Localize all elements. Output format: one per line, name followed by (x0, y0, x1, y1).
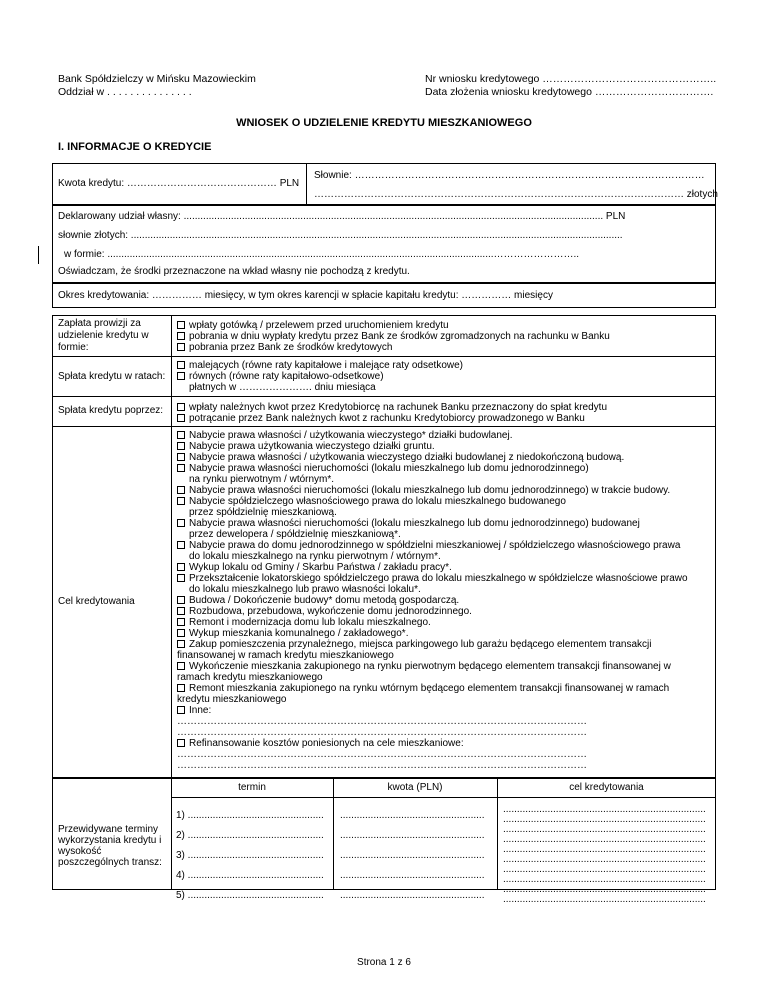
purpose-option[interactable]: Rozbudowa, przebudowa, wykończenie domu jednorodzinnego. (177, 606, 711, 617)
checkbox[interactable] (177, 563, 185, 571)
purpose-option[interactable]: Remont i modernizacja domu lub lokalu mieszkalnego. (177, 617, 711, 628)
checkbox[interactable] (177, 332, 185, 340)
purpose-option-continuation: do lokalu mieszkalnego lub prawo własności lokalu*. (189, 584, 421, 595)
purpose-option[interactable]: Nabycie prawa własności nieruchomości (lokalu mieszkalnego lub domu jednorodzinnego) (177, 463, 711, 474)
tranches-label: Przewidywane terminy wykorzystania kredytu i wysokość poszczególnych transz: (58, 824, 162, 868)
tranche-purpose-line[interactable]: ......................................................................... (503, 844, 706, 855)
checkbox[interactable] (177, 343, 185, 351)
checkbox[interactable] (177, 629, 185, 637)
purpose-option[interactable]: Nabycie spółdzielczego własnościowego prawa do lokalu mieszkalnego budowanego (177, 496, 711, 507)
purpose-option[interactable]: Remont mieszkania zakupionego na rynku wtórnym będącego elementem transakcji finansowanej w ramach (177, 683, 711, 694)
checkbox[interactable] (177, 706, 185, 714)
repayment-label: Spłata kredytu poprzez: (58, 405, 164, 416)
commission-option-cash[interactable]: wpłaty gotówką / przelewem przed uruchomieniem kredytu (177, 320, 449, 331)
purpose-option-continuation: …………………………………………………………………………………………………………… (177, 727, 587, 738)
checkbox[interactable] (177, 541, 185, 549)
purpose-option[interactable]: Nabycie prawa użytkowania wieczystego działki gruntu. (177, 441, 711, 452)
tranche-purpose-line[interactable]: ......................................................................... (503, 814, 706, 825)
purpose-option[interactable]: Inne: (177, 705, 711, 716)
rates-option-equal[interactable]: równych (równe raty kapitałowo-odsetkowe) (177, 371, 384, 382)
purpose-option[interactable]: Nabycie prawa własności / użytkowania wieczystego działki budowlanej z niedokończoną budową. (177, 452, 711, 463)
purpose-option[interactable]: Wykończenie mieszkania zakupionego na rynku pierwotnym będącego elementem transakcji finansowanej w (177, 661, 711, 672)
own-contribution-field[interactable]: Deklarowany udział własny: ....................................................................................................................................................... PLN (58, 211, 626, 222)
checkbox[interactable] (177, 739, 185, 747)
purpose-option-continuation: …………………………………………………………………………………………………………… (177, 771, 587, 782)
purpose-option[interactable]: Wykup lokalu od Gminy / Skarbu Państwa / zakładu pracy*. (177, 562, 711, 573)
purpose-option-continuation: …………………………………………………………………………………………………………… (177, 760, 587, 771)
purpose-options (177, 430, 711, 782)
commission-option-credit[interactable]: pobrania przez Bank ze środków kredytowych (177, 342, 392, 353)
tranche-term-field[interactable]: 1) ................................................. (176, 810, 324, 821)
section-heading: I. INFORMACJE O KREDYCIE (58, 141, 212, 153)
purpose-option[interactable]: Zakup pomieszczenia przynależnego, miejsca parkingowego lub garażu będącego elementem transakcji (177, 639, 711, 650)
header-amount: kwota (PLN) (387, 782, 443, 793)
checkbox[interactable] (177, 414, 185, 422)
checkbox[interactable] (177, 519, 185, 527)
purpose-option[interactable]: Nabycie prawa własności nieruchomości (lokalu mieszkalnego lub domu jednorodzinnego) budowanej (177, 518, 711, 529)
application-number: Nr wniosku kredytowego ………………………………………….. (425, 73, 717, 85)
tranche-purpose-line[interactable]: ......................................................................... (503, 854, 706, 865)
loan-amount-field[interactable]: Kwota kredytu: ……………………………………… PLN (58, 178, 300, 189)
tranche-term-field[interactable]: 3) ................................................. (176, 850, 324, 861)
checkbox[interactable] (177, 431, 185, 439)
own-contribution-form-field[interactable]: w formie: ...........................................................................................................................................…………………….. (64, 249, 580, 260)
checkbox[interactable] (177, 464, 185, 472)
checkbox[interactable] (177, 607, 185, 615)
purpose-option-continuation: kredytu mieszkaniowego (177, 694, 287, 705)
purpose-option-continuation: …………………………………………………………………………………………………………… (177, 749, 587, 760)
rates-label: Spłata kredytu w ratach: (58, 371, 166, 382)
purpose-label: Cel kredytowania (58, 596, 135, 607)
commission-label: Zapłata prowizji za udzielenie kredytu w formie: (58, 318, 149, 353)
amount-in-words-line2[interactable]: ………………………………………………………………………………………………… złotych (314, 189, 718, 200)
tranche-purpose-line[interactable]: ......................................................................... (503, 805, 706, 815)
checkbox[interactable] (177, 497, 185, 505)
own-funds-statement: Oświadczam, że środki przeznaczone na wkład własny nie pochodzą z kredytu. (58, 266, 410, 277)
checkbox[interactable] (177, 618, 185, 626)
purpose-option-continuation: do lokalu mieszkalnego na rynku pierwotnym / wtórnym*. (189, 551, 441, 562)
purpose-option[interactable]: Nabycie prawa własności nieruchomości (lokalu mieszkalnego lub domu jednorodzinnego) w trakcie budowy. (177, 485, 711, 496)
tranche-term-field[interactable]: 5) ................................................. (176, 890, 324, 901)
rates-option-decreasing[interactable]: malejących (równe raty kapitałowe i malejące raty odsetkowe) (177, 360, 463, 371)
tranche-purpose-line[interactable]: ......................................................................... (503, 824, 706, 835)
checkbox[interactable] (177, 684, 185, 692)
tranche-purpose-line[interactable]: ......................................................................... (503, 834, 706, 845)
checkbox[interactable] (177, 361, 185, 369)
header-term: termin (238, 782, 266, 793)
tranche-purpose-line[interactable]: ......................................................................... (503, 864, 706, 875)
tranche-amount-field[interactable]: .................................................... (340, 870, 485, 881)
repayment-option-deduction[interactable]: potrącanie przez Bank należnych kwot z rachunku Kredytobiorcy prowadzonego w Banku (177, 413, 585, 424)
header-purpose: cel kredytowania (569, 782, 644, 793)
tranche-amount-field[interactable]: .................................................... (340, 850, 485, 861)
application-date: Data złożenia wniosku kredytowego ……………………………. (425, 86, 714, 98)
payment-day-field[interactable]: płatnych w …………………. dniu miesiąca (189, 382, 376, 393)
purpose-option[interactable]: Nabycie prawa własności / użytkowania wieczystego* działki budowlanej. (177, 430, 711, 441)
margin-mark (38, 246, 39, 264)
purpose-option-continuation: przez dewelopera / spółdzielnię mieszkaniową*. (189, 529, 401, 540)
checkbox[interactable] (177, 662, 185, 670)
tranche-amount-field[interactable]: .................................................... (340, 830, 485, 841)
purpose-option[interactable]: Budowa / Dokończenie budowy* domu metodą gospodarczą. (177, 595, 711, 606)
checkbox[interactable] (177, 486, 185, 494)
checkbox[interactable] (177, 403, 185, 411)
bank-name: Bank Spółdzielczy w Mińsku Mazowieckim (58, 73, 256, 85)
tranche-amount-field[interactable]: .................................................... (340, 890, 485, 901)
purpose-option-continuation: finansowanej w ramach kredytu mieszkaniowego (177, 650, 394, 661)
checkbox[interactable] (177, 574, 185, 582)
checkbox[interactable] (177, 442, 185, 450)
tranche-purpose-line[interactable]: ......................................................................... (503, 894, 706, 905)
tranche-term-field[interactable]: 4) ................................................. (176, 870, 324, 881)
purpose-option-continuation: przez spółdzielnię mieszkaniową. (189, 507, 337, 518)
purpose-option-continuation: ramach kredytu mieszkaniowego (177, 672, 323, 683)
checkbox[interactable] (177, 453, 185, 461)
tranche-term-field[interactable]: 2) ................................................. (176, 830, 324, 841)
tranche-purpose-line[interactable]: ......................................................................... (503, 884, 706, 895)
repayment-option-transfer[interactable]: wpłaty należnych kwot przez Kredytobiorcę na rachunek Banku przeznaczony do spłat kredytu (177, 402, 607, 413)
page-number: Strona 1 z 6 (357, 957, 411, 968)
document-title: WNIOSEK O UDZIELENIE KREDYTU MIESZKANIOWEGO (236, 117, 532, 129)
credit-period-field[interactable]: Okres kredytowania: …………… miesięcy, w tym okres karencji w spłacie kapitału kredytu: …………… miesięcy (58, 290, 553, 301)
checkbox[interactable] (177, 640, 185, 648)
tranche-purpose-line[interactable]: ......................................................................... (503, 874, 706, 885)
tranche-amount-field[interactable]: .................................................... (340, 810, 485, 821)
purpose-option[interactable]: Przekształcenie lokatorskiego spółdzielczego prawa do lokalu mieszkalnego w spółdzielcze własnościowe prawo (177, 573, 711, 584)
commission-option-account[interactable]: pobrania w dniu wypłaty kredytu przez Bank ze środków zgromadzonych na rachunku w Banku (177, 331, 610, 342)
checkbox[interactable] (177, 596, 185, 604)
branch-line: Oddział w . . . . . . . . . . . . . . . (58, 86, 192, 98)
purpose-option[interactable]: Nabycie prawa do domu jednorodzinnego w spółdzielni mieszkaniowej / spółdzielczego własnościowego prawa (177, 540, 711, 551)
purpose-option[interactable]: Refinansowanie kosztów poniesionych na cele mieszkaniowe: (177, 738, 711, 749)
checkbox[interactable] (177, 321, 185, 329)
purpose-option-continuation: na rynku pierwotnym / wtórnym*. (189, 474, 335, 485)
amount-in-words-field[interactable]: Słownie: …………………………………………………………………………………………… (314, 170, 705, 181)
own-contribution-words-field[interactable]: słownie złotych: ................................................................................................................................................................................. (58, 230, 623, 241)
checkbox[interactable] (177, 372, 185, 380)
purpose-option-continuation: …………………………………………………………………………………………………………… (177, 716, 587, 727)
purpose-option[interactable]: Wykup mieszkania komunalnego / zakładowego*. (177, 628, 711, 639)
